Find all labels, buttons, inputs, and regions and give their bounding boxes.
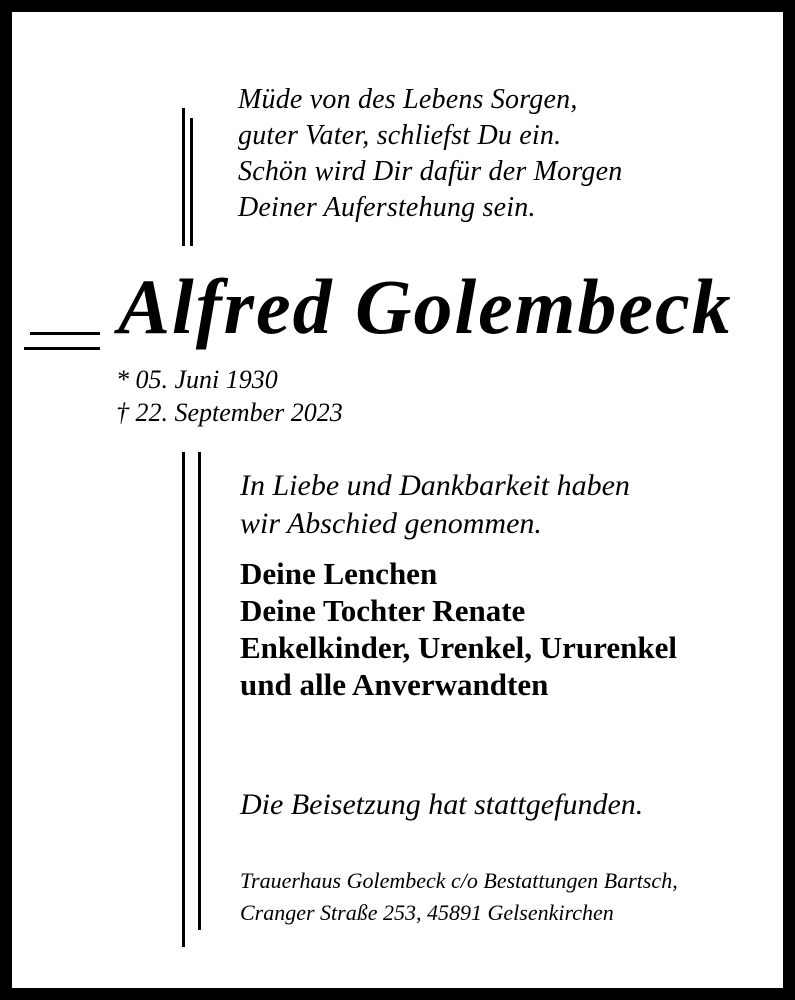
deceased-name: Alfred Golembeck	[118, 263, 733, 350]
farewell-line: In Liebe und Dankbarkeit haben	[240, 469, 630, 502]
mourner: Deine Tochter Renate	[240, 593, 526, 628]
life-dates	[116, 363, 343, 429]
farewell-text	[240, 467, 630, 543]
lower-rule-right	[198, 452, 201, 930]
mourner: und alle Anverwandten	[240, 667, 549, 702]
lower-rule-left	[182, 452, 185, 947]
mourning-address	[240, 865, 678, 929]
death-date: † 22. September 2023	[116, 398, 343, 427]
poem-line: Deiner Auferstehung sein.	[238, 192, 536, 223]
address-line: Cranger Straße 253, 45891 Gelsenkirchen	[240, 900, 614, 925]
farewell-line: wir Abschied genommen.	[240, 507, 542, 540]
poem	[238, 82, 622, 226]
name-rule-bottom	[24, 347, 100, 350]
poem-line: Müde von des Lebens Sorgen,	[238, 84, 578, 115]
poem-line: guter Vater, schliefst Du ein.	[238, 120, 562, 151]
mourners-list	[240, 555, 677, 703]
mourner: Deine Lenchen	[240, 556, 438, 591]
address-line: Trauerhaus Golembeck c/o Bestattungen Bartsch,	[240, 868, 678, 893]
burial-note: Die Beisetzung hat stattgefunden.	[240, 788, 644, 821]
name-rule-top	[30, 332, 100, 335]
mourner: Enkelkinder, Urenkel, Ururenkel	[240, 630, 677, 665]
poem-line: Schön wird Dir dafür der Morgen	[238, 156, 623, 187]
upper-rule-left	[182, 108, 185, 246]
birth-date: * 05. Juni 1930	[116, 365, 278, 394]
upper-rule-right	[190, 118, 193, 246]
